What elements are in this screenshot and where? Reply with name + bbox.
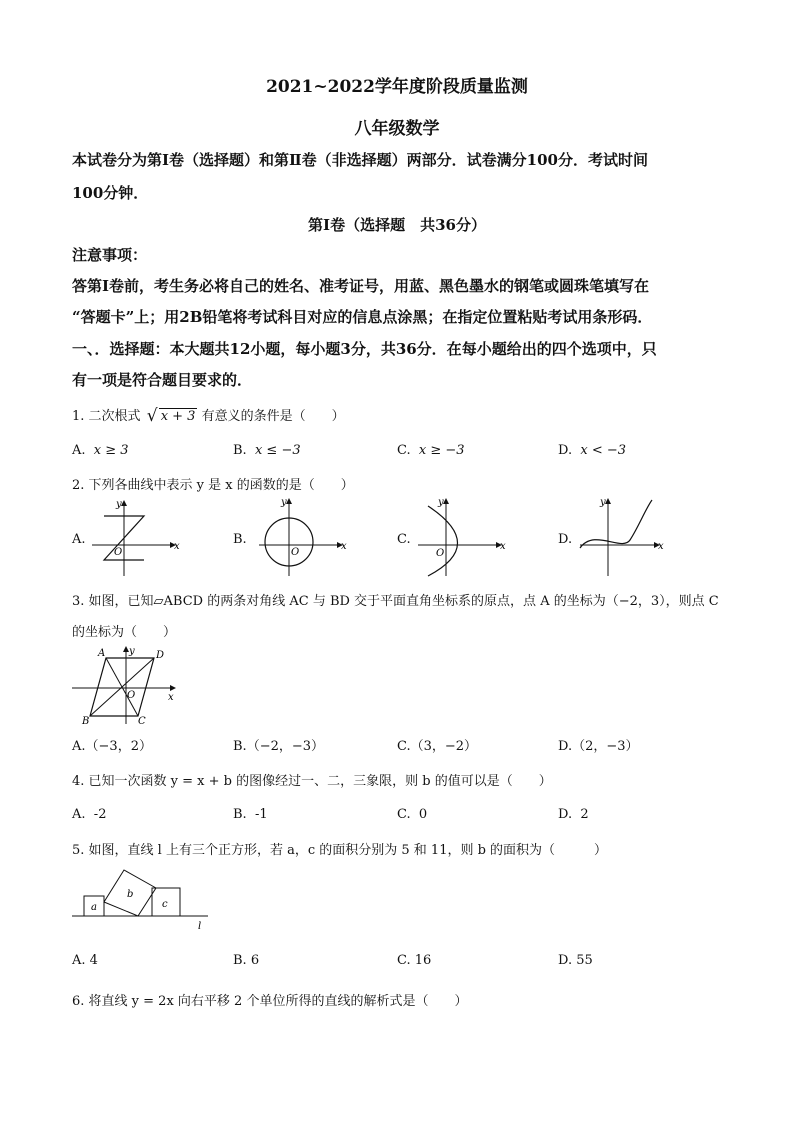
q4-option-c[interactable] [397,807,427,822]
option-text: x < −3 [580,443,627,458]
notice-title: 注意事项： [72,246,148,264]
option-label: A. [72,739,86,754]
option-text: x ≤ −3 [254,443,301,458]
exam-subtitle: 八年级数学 [354,119,440,139]
notice-line-2: “答题卡”上；用2B铅笔将考试科目对应的信息点涂黑；在指定位置粘贴考试用条形码． [72,308,653,326]
q1-option-a[interactable] [72,443,129,458]
part1-heading: 第Ⅰ卷（选择题 共36分） [308,216,486,234]
q5-squares-figure [72,864,212,934]
q1-option-c[interactable] [397,443,465,458]
option-text: 16 [414,953,432,968]
y-axis-label: y [116,499,122,510]
option-label: D. [558,739,573,754]
option-label: A. [72,807,86,822]
origin-label: O [114,547,123,558]
option-label: C. [397,953,411,968]
intro-line-2: 100分钟． [72,184,149,202]
q2-graph-d[interactable] [574,496,669,578]
option-label: B. [233,807,247,822]
option-text: （3，−2） [410,739,478,754]
q5-option-a[interactable] [72,953,98,968]
q3-option-c[interactable] [397,735,477,754]
square-c-label: c [162,899,168,910]
option-text: x ≥ −3 [418,443,465,458]
q4-option-d[interactable] [558,807,589,822]
section1-line-2: 有一项是符合题目要求的． [72,371,253,389]
q1-radicand: x + 3 [160,409,196,424]
q1-stem-post: 有意义的条件是（ ） [201,409,345,424]
q1-stem-pre: 1. 二次根式 [72,409,141,424]
q2-option-d-label[interactable]: D. [558,532,573,547]
q5-stem: 5. 如图，直线 l 上有三个正方形，若 a，c 的面积分别为 5 和 11，则 b 的面积为（ ） [72,843,608,858]
option-label: B. [233,443,247,458]
q5-option-b[interactable] [233,953,259,968]
q2-option-a-label[interactable]: A. [72,532,86,547]
x-axis-label: x [168,692,174,703]
option-label: D. [558,953,573,968]
q2-option-b-label[interactable]: B. [233,532,247,547]
q6-stem: 6. 将直线 y = 2x 向右平移 2 个单位所得的直线的解析式是（ ） [72,994,468,1009]
exam-title: 2021~2022学年度阶段质量监测 [266,77,528,97]
point-d-label: D [156,650,165,661]
q1-radical [146,406,198,426]
q1-stem [72,405,345,424]
option-label: C. [397,443,411,458]
q3-option-a[interactable] [72,735,152,754]
q3-option-b[interactable] [233,735,324,754]
q1-option-b[interactable] [233,443,301,458]
option-text: 0 [418,807,428,822]
option-text: （−2，−3） [246,739,325,754]
y-axis-label: y [438,497,444,508]
square-b-label: b [127,889,134,900]
x-axis-label: x [658,541,664,552]
option-text: 6 [250,953,260,968]
option-text: x ≥ 3 [93,443,129,458]
option-text: -2 [93,807,107,822]
origin-label: O [436,548,445,559]
square-a-label: a [91,902,97,913]
y-axis-label: y [600,497,606,508]
point-a-label: A [98,648,106,659]
y-axis-label: y [129,646,135,657]
q4-option-b[interactable] [233,807,268,822]
q4-stem: 4. 已知一次函数 y = x + b 的图像经过一、二，三象限，则 b 的值可以是（ ） [72,774,552,789]
q4-option-a[interactable] [72,807,106,822]
line-l-label: l [198,921,202,932]
notice-line-1: 答第Ⅰ卷前，考生务必将自己的姓名、准考证号，用蓝、黑色墨水的钢笔或圆珠笔填写在 [72,277,650,295]
option-label: A. [72,443,86,458]
q1-option-d[interactable] [558,443,626,458]
intro-line-1: 本试卷分为第Ⅰ卷（选择题）和第Ⅱ卷（非选择题）两部分．试卷满分100分．考试时间 [72,151,648,169]
option-text: 4 [89,953,98,968]
option-text: （−3，2） [85,739,152,754]
option-label: C. [397,807,411,822]
q2-graph-b[interactable] [251,496,346,578]
q3-parallelogram-figure [72,644,184,726]
point-c-label: C [138,716,146,727]
q5-option-c[interactable] [397,953,431,968]
option-text: 55 [576,953,593,968]
q3-stem-line-2: 的坐标为（ ） [72,625,177,640]
q3-stem-line-1: 3. 如图，已知▱ABCD 的两条对角线 AC 与 BD 交于平面直角坐标系的原点，点 A 的坐标为（−2，3），则点 C [72,594,719,609]
section1-line-1: 一、．选择题：本大题共12小题，每小题3分，共36分．在每小题给出的四个选项中，只 [72,340,657,358]
q2-graph-a[interactable] [86,496,181,578]
origin-label: O [127,690,136,701]
option-text: -1 [254,807,268,822]
q3-option-d[interactable] [558,735,639,754]
option-label: D. [558,807,573,822]
q5-option-d[interactable] [558,953,593,968]
origin-label: O [291,547,300,558]
option-label: D. [558,443,573,458]
option-label: C. [397,739,411,754]
option-text: （2，−3） [572,739,639,754]
y-axis-label: y [281,497,287,508]
option-label: B. [233,953,247,968]
option-text: 2 [580,807,589,822]
x-axis-label: x [500,541,506,552]
q2-graph-c[interactable] [412,496,507,578]
option-label: A. [72,953,86,968]
sqrt-symbol-icon: √ [146,406,158,426]
x-axis-label: x [174,541,180,552]
q2-option-c-label[interactable]: C. [397,532,411,547]
option-label: B. [233,739,247,754]
q2-stem: 2. 下列各曲线中表示 y 是 x 的函数的是（ ） [72,478,354,493]
point-b-label: B [82,716,90,727]
x-axis-label: x [341,541,347,552]
